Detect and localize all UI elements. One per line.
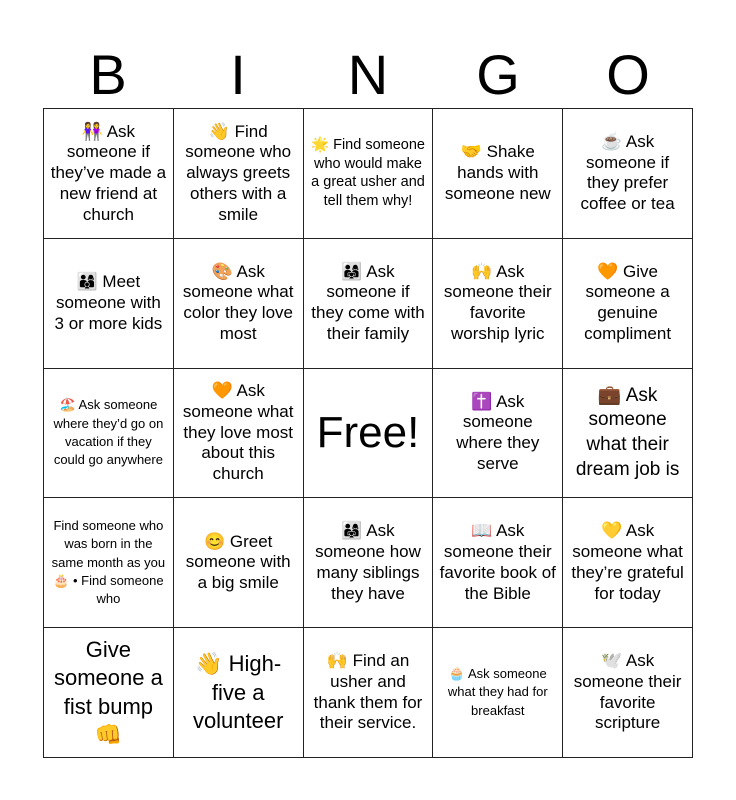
- cell-text: Find someone who was born in the same month as you 🎂 • Find someone who: [51, 517, 166, 607]
- bingo-cell[interactable]: [304, 628, 434, 758]
- bingo-cell[interactable]: [174, 628, 304, 758]
- cell-text: ✝️ Ask someone where they serve: [456, 391, 540, 473]
- bingo-cell[interactable]: [304, 239, 434, 369]
- cell-text: 👨‍👩‍👦 Meet someone with 3 or more kids: [54, 272, 163, 333]
- cell-text: 💛 Ask someone what they’re grateful for today: [571, 521, 684, 603]
- header-letter-i: I: [230, 42, 246, 106]
- cell-text: 👭 Ask someone if they’ve made a new friend at church: [50, 121, 167, 224]
- bingo-cell[interactable]: [563, 109, 693, 239]
- cell-text: 🕊️ Ask someone their favorite scripture: [573, 651, 682, 733]
- bingo-board: [43, 108, 693, 758]
- free-space-text: Free!: [316, 408, 420, 458]
- bingo-cell[interactable]: [304, 498, 434, 628]
- cell-text: 🏖️ Ask someone where they’d go on vacation if they could go anywhere: [53, 397, 164, 468]
- bingo-header: [43, 40, 693, 108]
- bingo-cell[interactable]: [174, 369, 304, 499]
- header-letter-g: G: [476, 42, 520, 106]
- bingo-cell[interactable]: [433, 109, 563, 239]
- cell-text: 🌟 Find someone who would make a great usher and tell them why!: [311, 136, 425, 210]
- cell-text: 🧡 Ask someone what they love most about this church: [182, 381, 294, 484]
- bingo-cell[interactable]: [433, 239, 563, 369]
- bingo-cell[interactable]: [433, 369, 563, 499]
- bingo-cell[interactable]: [563, 498, 693, 628]
- bingo-cell[interactable]: [563, 628, 693, 758]
- cell-text: 📖 Ask someone their favorite book of the Bible: [439, 521, 556, 603]
- header-letter-b: B: [89, 42, 127, 106]
- cell-text: 👋 High-five a volunteer: [192, 651, 284, 733]
- bingo-cell[interactable]: [44, 498, 174, 628]
- bingo-cell[interactable]: [433, 628, 563, 758]
- cell-text: 🤝 Shake hands with someone new: [444, 142, 551, 203]
- cell-text: 🎨 Ask someone what color they love most: [182, 261, 294, 343]
- bingo-cell[interactable]: [563, 239, 693, 369]
- cell-text: 😊 Greet someone with a big smile: [185, 531, 291, 593]
- cell-text: 🧁 Ask someone what they had for breakfast: [447, 665, 548, 718]
- free-space-cell[interactable]: [304, 369, 434, 499]
- header-letter-o: O: [606, 42, 650, 106]
- cell-text: 🙌 Ask someone their favorite worship lyric: [443, 261, 552, 343]
- bingo-cell[interactable]: [44, 239, 174, 369]
- bingo-cell[interactable]: [44, 628, 174, 758]
- bingo-cell[interactable]: [304, 109, 434, 239]
- cell-text: 👨‍👩‍👧 Ask someone if they come with their family: [311, 261, 425, 343]
- cell-text: 👨‍👩‍👧 Ask someone how many siblings they have: [315, 521, 421, 603]
- bingo-cell[interactable]: [174, 239, 304, 369]
- cell-text: 💼 Ask someone what their dream job is: [575, 384, 680, 480]
- bingo-cell[interactable]: [563, 369, 693, 499]
- bingo-cell[interactable]: [174, 109, 304, 239]
- cell-text: 🧡 Give someone a genuine compliment: [584, 261, 672, 343]
- cell-text: Give someone a fist bump 👊: [53, 637, 163, 747]
- cell-text: 🙌 Find an usher and thank them for their service.: [313, 651, 423, 733]
- bingo-cell[interactable]: [44, 109, 174, 239]
- bingo-cell[interactable]: [44, 369, 174, 499]
- bingo-cell[interactable]: [433, 498, 563, 628]
- cell-text: ☕ Ask someone if they prefer coffee or tea: [580, 131, 675, 214]
- header-letter-n: N: [347, 42, 389, 106]
- cell-text: 👋 Find someone who always greets others with a smile: [185, 121, 292, 224]
- bingo-cell[interactable]: [174, 498, 304, 628]
